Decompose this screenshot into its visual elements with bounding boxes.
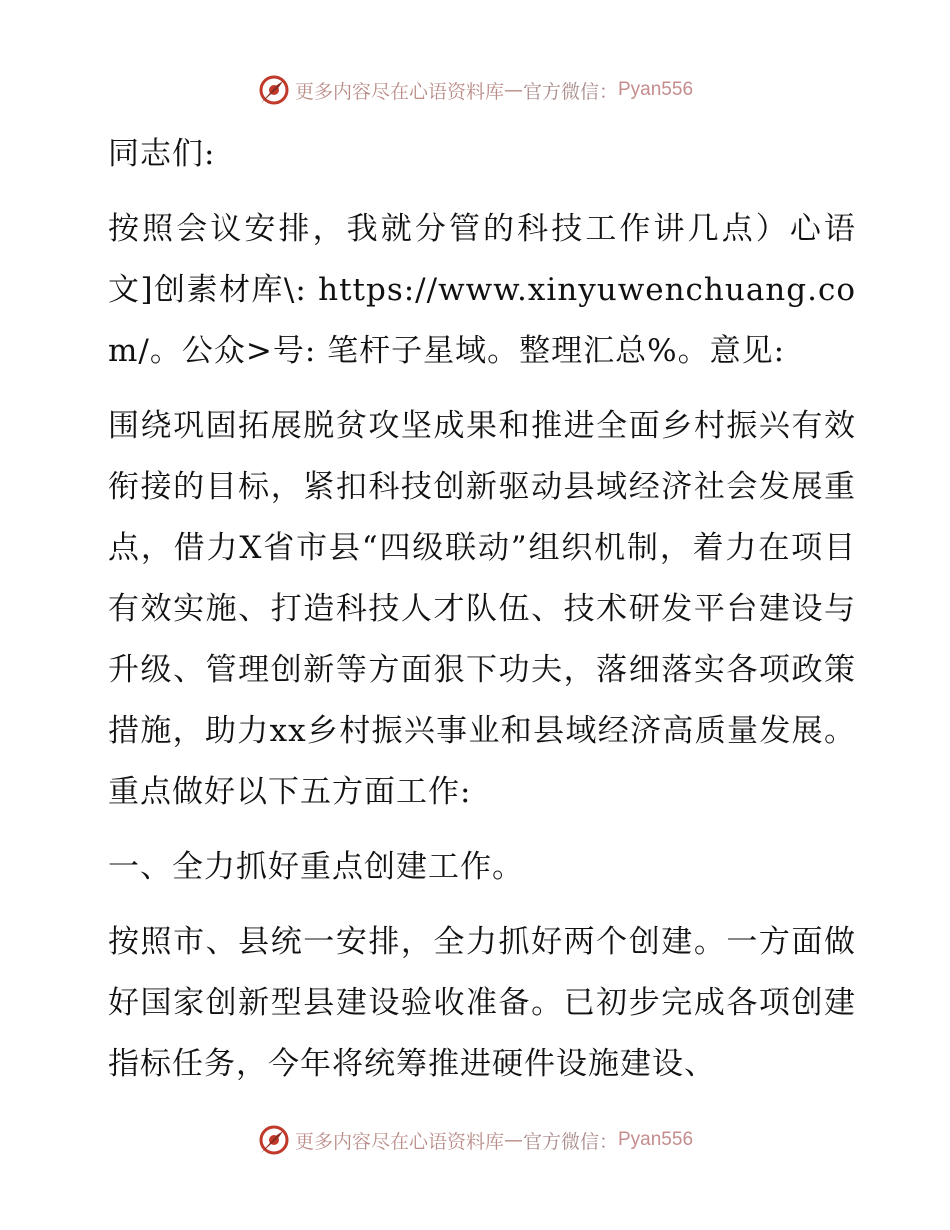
salutation: 同志们: [108,136,216,172]
document-body [96,124,856,1109]
brand-logo-icon [257,73,291,107]
brand-logo-icon [257,1123,291,1157]
footer-dash: — [503,1129,523,1151]
section-heading: 一、全力抓好重点创建工作。 [108,849,524,885]
section-paragraph: 按照市、县统一安排，全力抓好两个创建。一方面做好国家创新型县建设验收准备。已初步完成各项创建指标任务，今年将统筹推进硬件设施建设、 [108,924,856,1082]
footer-banner [0,1120,950,1160]
header-banner [0,70,950,110]
header-wechat-id: Pyan556 [618,79,694,100]
footer-wechat-label: 官方微信： [522,1130,618,1153]
header-wechat-label: 官方微信： [522,80,618,103]
header-dash: — [503,79,523,101]
footer-wechat-id: Pyan556 [618,1129,694,1150]
footer-promo-text: 更多内容尽在心语资料库 [294,1130,504,1153]
intro-paragraph: 按照会议安排，我就分管的科技工作讲几点）心语文]创素材库\: https://www.xinyuwenchuang.com/。公众>号: 笔杆子星域。整理汇总%。意见: [108,211,856,369]
header-promo-text: 更多内容尽在心语资料库 [294,80,504,103]
goal-paragraph: 围绕巩固拓展脱贫攻坚成果和推进全面乡村振兴有效衔接的目标，紧扣科技创新驱动县域经济社会发展重点，借力X省市县“四级联动”组织机制，着力在项目有效实施、打造科技人才队伍、技术研发平台建设与升级、管理创新等方面狠下功夫，落细落实各项政策措施，助力xx乡村振兴事业和县域经济高质量发展。重点做好以下五方面工作: [108,408,856,810]
